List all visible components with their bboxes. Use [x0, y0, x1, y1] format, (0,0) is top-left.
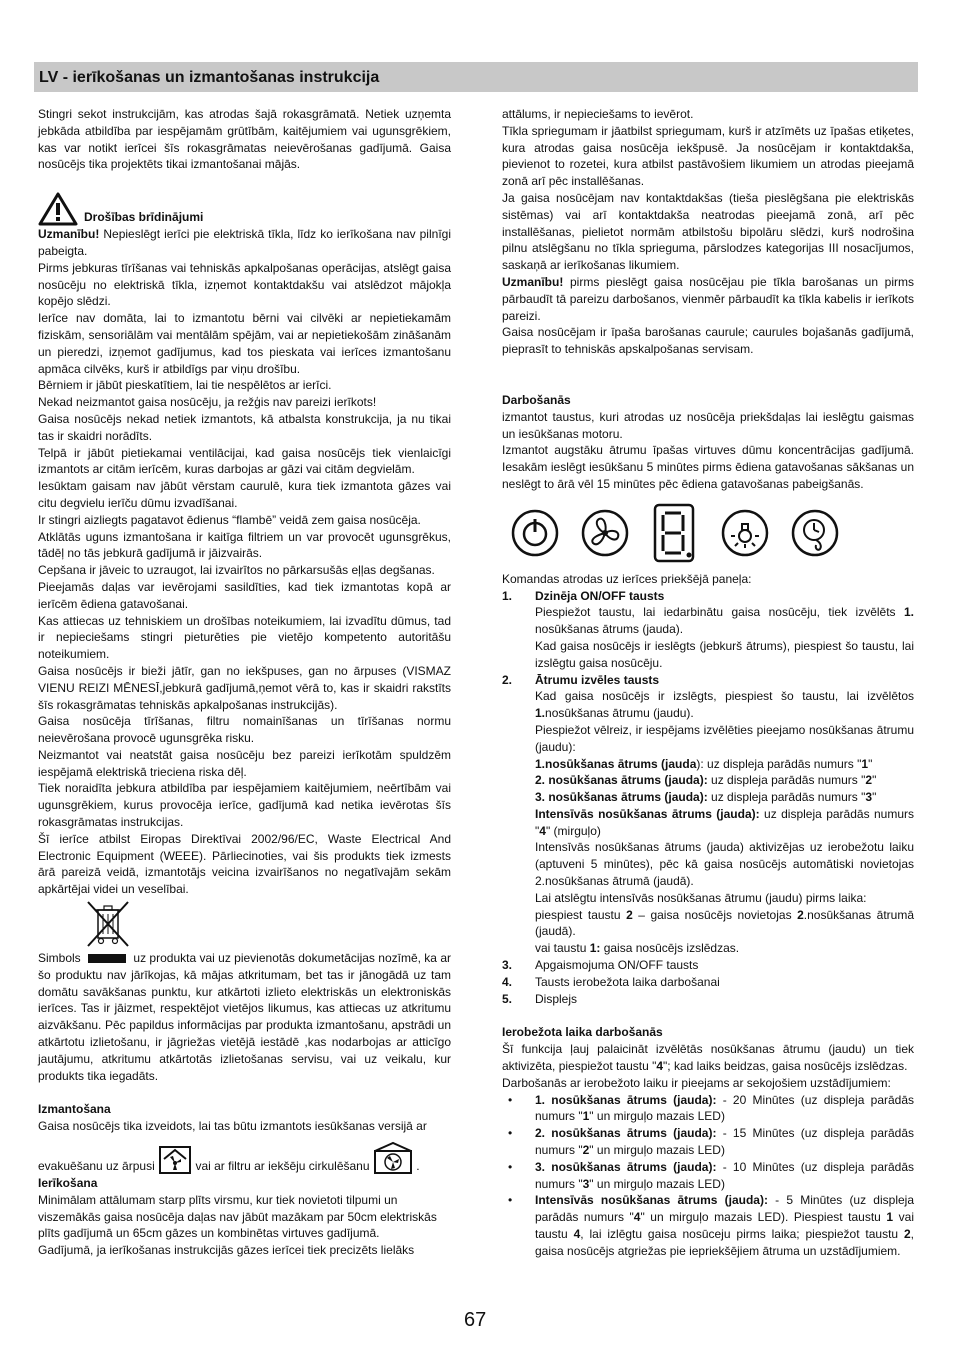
intensive-off-a — [502, 907, 914, 941]
text: gaisa nosūcējs izslēdzas. — [600, 941, 740, 956]
timer-option-2 — [502, 1125, 914, 1159]
safety-heading-row — [38, 190, 451, 226]
text: nosūkšanas ātrums (jauda). — [535, 622, 684, 637]
text-bold: 2 — [582, 1143, 590, 1158]
display-icon — [642, 503, 708, 563]
text-bold: 3. nosūkšanas ātrums (jauda): — [535, 790, 708, 805]
speed-line-3 — [502, 789, 914, 806]
text-bold: 1. — [903, 605, 914, 620]
safety-paragraph: Ir stingri aizliegts pagatavot ēdienus “flambē” veidā zem gaisa nosūcēja. — [38, 512, 421, 527]
text-bold: 3 — [865, 790, 873, 805]
usage-line — [38, 1141, 451, 1175]
safety-paragraph: Ierīce nav domāta, lai to izmantotu bērni vai cilvēki ar nepietiekamām fiziskām, sensoriālām vai mentālām spējām, vai ar nepietiekošām zināšanām un pieredzi, izņemot gadījumus, kad tos pieskata vai ierīces izmantošanu apmāca cilvēks, kurš ir atbildīgs par viņu drošību. — [38, 311, 451, 376]
text-bold: 4 — [539, 823, 546, 838]
text-bold: 2 — [626, 907, 633, 922]
text: - 15 Minūtes (uz displeja parādās numurs " — [535, 1126, 915, 1158]
cont-paragraph: Gaisa nosūcējam ir īpaša barošanas caurule; caurules bojašanās gadījumā, pieprasīt to tehniskās apskalpošanas servisam. — [502, 325, 914, 357]
text-bold: 2. nosūkšanas ātrums (jauda): — [535, 773, 708, 788]
cont-paragraph: Tīkla spriegumam ir jāatbilst spriegumam, kurš ir atzīmēts uz īpašas etiķetes, kura atrodas gaisa nosūcēja iekšpusē. Ja nosūcējam ir kontaktdakša, pievienot to rozetei, kura atbilst pastāvošiem likumiem un atrodas pieejamā zonā arī pēc installēšanas. — [502, 123, 914, 189]
command-item-4 — [502, 974, 914, 991]
text-bold: Intensīvās nosūkšanas ātrums (jauda): — [535, 806, 760, 821]
text: Piespiežot taustu, lai iedarbinātu gaisa nosūcēju, tiek izvēlēts — [535, 605, 904, 620]
usage-text-2: evakuēšanu uz ārpusi — [38, 1159, 155, 1174]
timer-text — [502, 1041, 914, 1075]
text: " (mirguļo) — [545, 823, 601, 838]
command-title: Displejs — [535, 991, 578, 1006]
safety-paragraph: Telpā ir jābūt pietiekamai ventilācijai, kad gaisa nosūcējs tiek vienlaicīgi izmantots ar citām ierīcēm, kuras darbojas ar gāzi vai citām degvielām. — [38, 445, 451, 477]
title-bar — [34, 62, 918, 92]
bullet: • — [508, 1193, 513, 1208]
text-bold: 1 — [886, 1210, 894, 1225]
usage-text-3: vai ar filtru ar iekšēju cirkulēšanu — [195, 1159, 370, 1174]
text: " — [872, 790, 877, 805]
text-bold: 1: — [589, 941, 601, 956]
text-bold: 4 — [633, 1210, 641, 1225]
safety-paragraph: Cepšana ir jāveic to uzraugot, lai izvairītos no pārkarsušās eļļas degšanas. — [38, 563, 435, 578]
text: - 20 Minūtes (uz displeja parādās numurs " — [535, 1092, 915, 1124]
timer-option-text — [535, 1125, 914, 1159]
crossed-bin-icon — [84, 898, 132, 948]
operation-text: Izmantot augstāku ātrumu īpašas virtuves dūmu koncentrācijas gadījumā. Iesakām ieslēgt iesūkšanu 5 minūtes pirms ēdiena gatavošanas sākšanas un neslēgt to ārā vēl 15 minūtes pēc ēdiena gatavošanas pabeigšanās. — [502, 443, 914, 491]
text-bold: 1. nosūkšanas ātrums (jauda): — [535, 1092, 717, 1107]
safety-paragraph: Nekad neizmantot gaisa nosūcēju, ja režģis nav pareizi ierīkots! — [38, 395, 377, 410]
timer-option-4 — [502, 1192, 914, 1259]
command-item-5 — [502, 991, 914, 1008]
symbol-text: uz produkta vai uz pievienotās dokumetācijas nozīmē, ka ar šo produktu nav jārīkojas, kā mājas atkritumam, bet tas ir jānogādā uz tam domātu savākšanas punktu, kur atkārtoti izlieto elektriskās un elektroniskās ierīces. Tas ir jāizmet, respektējot vietējos likumus, kas attiecas uz atkritumu aizvākšanu. Pēc papildus informācijas par produkta izmantošanu, apstrādi un atkārtotu izlietošanu, ir jāgriežas vietējā iestādē ,kas nodarbojas ar atticīgo jautājumu, atkritumu atkārtotās izlietošanas servisu, vai uz veikalu, kur produkts tika iegadāts. — [38, 951, 451, 1083]
safety-paragraph: Bērniem ir jābūt pieskatītiem, lai tie nespēlētos ar ierīci. — [38, 378, 332, 393]
control-panel-icons — [502, 501, 914, 565]
speed-line-1 — [502, 756, 914, 773]
text: piespiest taustu — [535, 907, 627, 922]
text: Šī funkcija ļauj palaicināt izvēlētās nosūkšanas ātrumu (jaudu) un tiek aktivizēta, piespiežot taustu " — [502, 1042, 914, 1074]
text: "; kad laiks beidzas, gaisa nosūcējs izslēdzas. — [663, 1059, 908, 1074]
text: , gaisa nosūcējs atgriežas pie iepriekšējiem ātruma un uzstādījumiem. — [535, 1227, 915, 1258]
safety-paragraph: Gaisa nosūcējs nekad netiek izmantots, kā atbalsta konstrukcija, ja nu tikai tas ir skaidri norādīts. — [38, 411, 451, 443]
bullet: • — [508, 1159, 513, 1174]
text: – gaisa nosūcējs novietojas — [632, 907, 798, 922]
intensive-text: Intensīvās nosūkšanas ātrums (jauda) aktivizējas uz ierobežotu laiku (aptuveni 5 minūtes), pēc kā gaisa nosūcējs automātiski novietojas 2.nosūkšanas ātrumā (jaudā). — [535, 840, 914, 889]
attention-label: Uzmanību! — [38, 227, 100, 242]
command-number: 3. — [502, 958, 513, 973]
timer-icon — [782, 503, 848, 563]
commands-intro: Komandas atrodas uz ierīces priekšējā paneļa: — [502, 571, 752, 586]
command-desc: Piespiežot vēlreiz, ir iespējams izvēlēties pieejamo nosūkšanas ātrumu (jaudu): — [535, 722, 914, 754]
text-bold: 3 — [582, 1176, 590, 1191]
usage-heading: Izmantošana — [38, 1102, 111, 1117]
text: " un mirguļo mazais LED). Piespiest taustu — [640, 1210, 887, 1225]
external-exhaust-icon — [158, 1145, 192, 1175]
speed-line-4 — [502, 806, 914, 840]
attention-paragraph — [38, 226, 451, 260]
recirculation-icon — [373, 1141, 413, 1175]
text-bold: 2 — [865, 773, 873, 788]
black-bar-symbol — [88, 954, 126, 963]
power-icon — [502, 503, 568, 563]
command-title: Dzinēja ON/OFF tausts — [535, 588, 665, 603]
text-bold: 1.nosūkšanas ātrums (jauda — [535, 756, 697, 771]
text-bold: 4 — [656, 1059, 664, 1074]
attention-paragraph — [502, 274, 914, 324]
safety-paragraph: Atklātās uguns izmantošana ir kaitīga filtriem un var provocēt ugunsgrēkus, tādēļ no tās jebkurā gadījumā ir jāizvairās. — [38, 529, 451, 561]
text: , lai izlēgtu gaisa nosūceju pirms laika; piespiežot taustu — [580, 1227, 904, 1242]
text: vai taustu — [535, 941, 590, 956]
text-bold: 1. — [535, 706, 546, 721]
timer-option-text — [535, 1159, 914, 1193]
text-bold: 2 — [797, 907, 804, 922]
text-bold: 2. nosūkšanas ātrums (jauda): — [535, 1126, 717, 1141]
text: nosūkšanas ātrumu (jaudu). — [545, 706, 694, 721]
safety-paragraph: Iesūktam gaisam nav jābūt vērstam caurulē, kura tiek izmantota gāzes vai citu degvielu ierīču dūmu izvadīšanai. — [38, 479, 451, 510]
safety-paragraph: Pieejamās daļas var ievērojami sasildīties, kad tiek izmantotas kopā ar ierīcēm ēdiena gatavošanai. — [38, 579, 451, 611]
safety-paragraph: Neizmantot vai neatstāt gaisa nosūcēju bez pareizi ierīkotām spuldzēm iespējamā elektriskā trieciena riska dēļ. — [38, 747, 451, 779]
symbol-label: Simbols — [38, 951, 81, 966]
command-item-1 — [502, 588, 914, 605]
command-number: 1. — [502, 588, 513, 603]
text: Kad gaisa nosūcējs ir izslēgts, piespiest šo taustu, lai izvēlētos — [535, 689, 914, 704]
light-icon — [712, 503, 778, 563]
attention-text: Nepieslēgt ierīci pie elektriskā tīkla, līdz ko ierīkošana nav pilnīgi pabeigta. — [38, 227, 451, 258]
bullet: • — [508, 1092, 513, 1107]
text: uz displeja parādās numurs " — [707, 790, 866, 805]
safety-paragraph: Pirms jebkuras tīrīšanas vai tehniskās apkalpošanas operācijas, atslēgt gaisa nosūcēju no elektriskā tīkla, izņemot kontaktdakšu vai atslēdzot mājokļa kopējo slēdzi. — [38, 260, 451, 309]
timer-option-3 — [502, 1159, 914, 1193]
weee-symbol-box — [38, 898, 451, 950]
text: uz displeja parādās numurs " — [535, 806, 914, 838]
text-bold: Intensīvās nosūkšanas ātrums (jauda): — [535, 1193, 768, 1208]
command-desc — [502, 604, 914, 638]
text: - 10 Minūtes (uz displeja parādās numurs " — [535, 1159, 915, 1191]
safety-paragraph: Gaisa nosūcēja tīrīšanas, filtru nomainīšanas un tīrīšanas normu neievērošana provocē ugunsgrēka risku. — [38, 714, 451, 746]
install-text-2: Gadījumā, ja ierīkošanas instrukcijās gāzes ierīcei tiek precizēts lielāks — [38, 1243, 415, 1258]
command-title: Apgaismojuma ON/OFF tausts — [535, 958, 699, 973]
text: " — [868, 756, 873, 771]
fan-icon — [572, 503, 638, 563]
command-title: Tausts ierobežota laika darbošanai — [535, 974, 720, 989]
symbol-paragraph — [38, 950, 451, 1084]
command-item-2 — [502, 672, 914, 689]
warning-icon — [38, 192, 78, 226]
command-desc: Kad gaisa nosūcējs ir ieslēgts (jebkurš ātrums), piespiest šo taustu, lai izslēgtu gaisa nosūcēju. — [535, 638, 914, 670]
attention-text: pirms pieslēgt gaisa nosūcējau pie tīkla barošanas un pirms pārbaudīt tā pareizu darbošanos, vienmēr pārbaudīt ka tīkla kabelis ir ierīkots pareizi. — [502, 274, 914, 323]
safety-paragraph: Gaisa nosūcējs ir bieži jātīr, gan no iekšpuses, gan no ārpuses (VISMAZ VIENU REIZI MĒNESĪ,jebkurā gadījumā,ņemot vērā to, kas ir skaidri rakstīts šīs rokasgrāmatas tehniskās apkalpošanas instrukcijās). — [38, 663, 451, 712]
cont-paragraph: Ja gaisa nosūcējam nav kontaktdakšas (tieša pieslēgšana pie elektriskās sistēmas) vai arī kontaktdakša neatrodas pieejamā zonā, arī pēc installēšanas, pielietot normām atbilstošu bipolāru slēdzi, kurš nodrošina pilnu atslēgšanu no tīkla sprieguma, pārslodzes kategorijas III nosacījumos, saskaņā ar ierīkošanas likumiem. — [502, 190, 914, 273]
text-bold: 3. nosūkšanas ātrums (jauda): — [535, 1159, 717, 1174]
text: - 5 Minūtes (uz displeja parādās numurs " — [535, 1193, 914, 1225]
text: " — [872, 773, 877, 788]
intro-paragraph: Stingri sekot instrukcijām, kas atrodas šajā rokasgrāmatā. Netiek uzņemta jebkāda atbildība par iespējamām grūtībām, kaitējumiem vai ugunsgrēkiem, kas var notikt ierīcei šīs rokasgrāmatas neievērošanas gadījumā. Gaisa nosūcējs tika projektēts tikai izmantošanai mājās. — [38, 107, 451, 172]
operation-heading: Darbošanās — [502, 392, 571, 407]
left-column — [38, 106, 451, 1259]
command-number: 4. — [502, 974, 513, 989]
timer-heading: Ierobežota laika darbošanās — [502, 1025, 663, 1040]
text-bold: 4 — [573, 1227, 581, 1242]
timer-option-1 — [502, 1092, 914, 1126]
timer-text: Darbošanās ar ierobežoto laiku ir pieejams ar sekojošiem uzstādījumiem: — [502, 1075, 891, 1090]
command-number: 2. — [502, 672, 513, 687]
usage-text: Gaisa nosūcējs tika izveidots, lai tas būtu izmantots iesūkšanas versijā ar — [38, 1119, 427, 1134]
text: uz displeja parādās numurs " — [707, 773, 866, 788]
weee-paragraph: Šī ierīce atbilst Eiropas Direktīvai 2002/96/EC, Waste Electrical And Electronic Equipment (WEEE). Pārliecinoties, vai šis produkts tiek izmests ārā pareizā veidā, izmantotājs veicina izvairīšanos no negatīvajām sekām apkārtējai videi un veselībai. — [38, 831, 451, 897]
text-bold: 1 — [582, 1109, 590, 1124]
command-number: 5. — [502, 991, 513, 1006]
cont-paragraph: attālums, ir nepieciešams to ievērot. — [502, 107, 694, 121]
text: .nosūkšanas ātrumā (jaudā). — [535, 907, 914, 939]
page-title: LV - ierīkošanas un izmantošanas instrukcija — [39, 69, 380, 86]
intensive-off: Lai atslēgtu intensīvās nosūkšanas ātrumu (jaudu) pirms laika: — [535, 890, 867, 905]
command-title: Ātrumu izvēles tausts — [535, 672, 660, 687]
command-item-3 — [502, 957, 914, 974]
text: " un mirguļo mazais LED) — [589, 1176, 725, 1191]
text: vai taustu — [535, 1210, 914, 1242]
command-desc — [502, 688, 914, 722]
text: " un mirguļo mazais LED) — [589, 1109, 725, 1124]
install-heading: Ierīkošana — [38, 1176, 98, 1191]
usage-text-4: . — [416, 1159, 420, 1174]
text: ): uz displeja parādās numurs " — [696, 756, 862, 771]
attention-label: Uzmanību! — [502, 274, 564, 289]
timer-option-text — [535, 1092, 914, 1126]
page-number: 67 — [464, 1309, 487, 1331]
operation-text: izmantot taustus, kuri atrodas uz nosūcēja priekšdaļas lai ieslēgtu gaismas un iesūkšanas motoru. — [502, 409, 914, 441]
safety-heading: Drošības brīdinājumi — [84, 210, 204, 225]
safety-paragraph: Tiek noraidīta jebkura atbildība par iespējamiem kaitējumiem, neērtībām vai ugunsgrēkiem, kurus provocēja ierīce, gadījumā kad netika ievērotas šīs rokasgrāmatas instrukcijas. — [38, 781, 451, 830]
intensive-off-b — [502, 940, 914, 957]
speed-line-2 — [502, 772, 914, 789]
text-bold: 1 — [861, 756, 869, 771]
right-column — [502, 106, 914, 1260]
text-bold: 2 — [903, 1227, 911, 1242]
install-text: Minimālam attālumam starp plīts virsmu, kur tiek novietoti tilpumi un viszemākās gaisa nosūcēja daļas nav jābūt mazākam par 50cm elektriskās plīts gadījumā un 65cm gāzes un kombinētas virtuves gadījumā. — [38, 1192, 437, 1241]
timer-option-text — [535, 1192, 914, 1259]
safety-paragraph: Kas attiecas uz tehniskiem un drošības noteikumiem, lai izvadītu dūmus, tad ir nepieciešams stingri pieturēties pie vietējo kompetento autoritāšu noteikumiem. — [38, 613, 451, 662]
text: " un mirguļo mazais LED) — [589, 1143, 725, 1158]
bullet: • — [508, 1126, 513, 1141]
